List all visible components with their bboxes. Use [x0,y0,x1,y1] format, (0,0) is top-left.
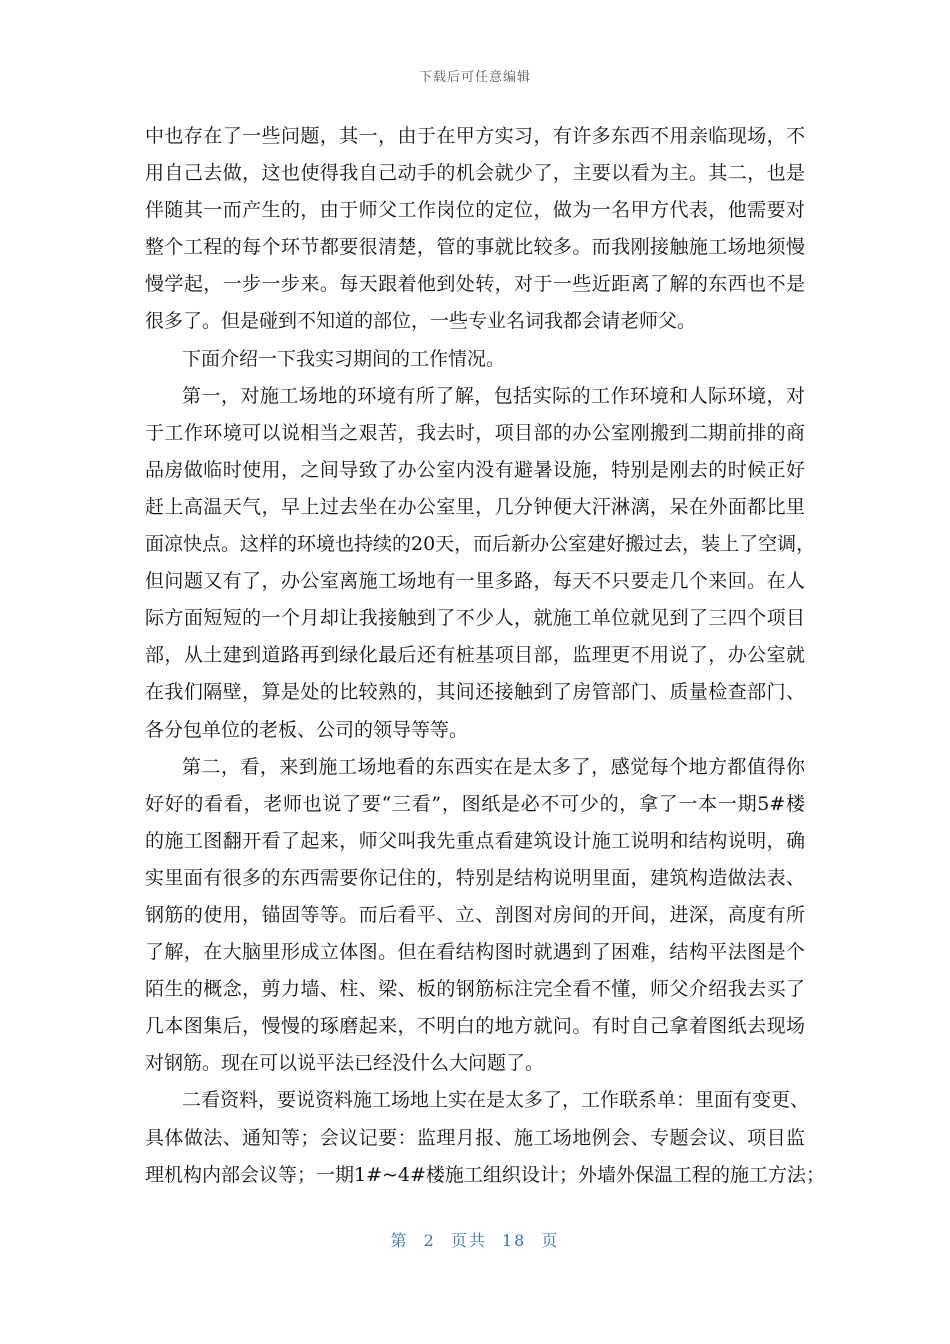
text-line: 于工作环境可以说相当之艰苦，我去时，项目部的办公室刚搬到二期前排的商 [145,421,805,444]
paragraph-start-line: 第一，对施工场地的环境有所了解，包括实际的工作环境和人际环境，对 [182,384,805,407]
text-line: 面凉快点。这样的环境也持续的20天，而后新办公室建好搬过去，装上了空调， [145,533,816,556]
text-line: 好好的看看，老师也说了要“三看”，图纸是必不可少的，拿了一本一期5#楼 [145,792,805,815]
page-footer: 第 2 页共 18 页 [390,1231,560,1250]
text-line: 品房做临时使用，之间导致了办公室内没有避暑设施，特别是刚去的时候正好 [145,458,805,481]
paragraph-start-line: 第二，看，来到施工场地看的东西实在是太多了，感觉每个地方都值得你 [182,755,805,778]
text-line: 了解，在大脑里形成立体图。但在看结构图时就遇到了困难，结构平法图是个 [145,941,805,964]
text-line: 的施工图翻开看了起来，师父叫我先重点看建筑设计施工说明和结构说明，确 [145,829,805,852]
text-line: 中也存在了一些问题，其一，由于在甲方实习，有许多东西不用亲临现场，不 [145,125,805,147]
text-line: 各分包单位的老板、公司的领导等等。 [145,718,469,741]
text-line: 赶上高温天气，早上过去坐在办公室里，几分钟便大汗淋漓，呆在外面都比里 [145,495,805,518]
text-line: 钢筋的使用，锚固等等。而后看平、立、剖图对房间的开间，进深，高度有所 [145,903,805,926]
text-line: 在我们隔壁，算是处的比较熟的，其间还接触到了房管部门、质量检查部门、 [145,681,805,704]
text-line: 陌生的概念，剪力墙、柱、梁、板的钢筋标注完全看不懂，师父介绍我去买了 [145,978,805,1001]
text-line: 用自己去做，这也使得我自己动手的机会就少了，主要以看为主。其二，也是 [145,162,805,185]
text-line: 几本图集后，慢慢的琢磨起来，不明白的地方就问。有时自己拿着图纸去现场 [145,1015,805,1038]
text-line: 慢学起，一步一步来。每天跟着他到处转，对于一些近距离了解的东西也不是 [145,273,805,296]
page-header: 下载后可任意编辑 [418,70,531,85]
document-body [145,118,825,1194]
text-line: 但问题又有了，办公室离施工场地有一里多路，每天不只要走几个来回。在人 [145,570,805,593]
text-line: 际方面短短的一个月却让我接触到了不少人，就施工单位就见到了三四个项目 [145,607,805,630]
text-line: 对钢筋。现在可以说平法已经没什么大问题了。 [145,1052,545,1075]
paragraph-start-line: 下面介绍一下我实习期间的工作情况。 [182,347,506,370]
text-line: 实里面有很多的东西需要你记住的，特别是结构说明里面，建筑构造做法表、 [145,866,805,889]
text-line: 理机构内部会议等；一期1#~4#楼施工组织设计；外墙外保温工程的施工方法； [145,1163,825,1186]
paragraph-start-line: 二看资料，要说资料施工场地上实在是太多了，工作联系单：里面有变更、 [182,1089,810,1112]
text-line: 具体做法、通知等；会议记要：监理月报、施工场地例会、专题会议、项目监 [145,1126,805,1149]
text-line: 部，从土建到道路再到绿化最后还有桩基项目部，监理更不用说了，办公室就 [145,644,805,667]
text-line: 很多了。但是碰到不知道的部位，一些专业名词我都会请老师父。 [145,310,697,333]
text-line: 整个工程的每个环节都要很清楚，管的事就比较多。而我刚接触施工场地须慢 [145,236,805,259]
text-line: 伴随其一而产生的，由于师父工作岗位的定位，做为一名甲方代表，他需要对 [145,199,805,222]
